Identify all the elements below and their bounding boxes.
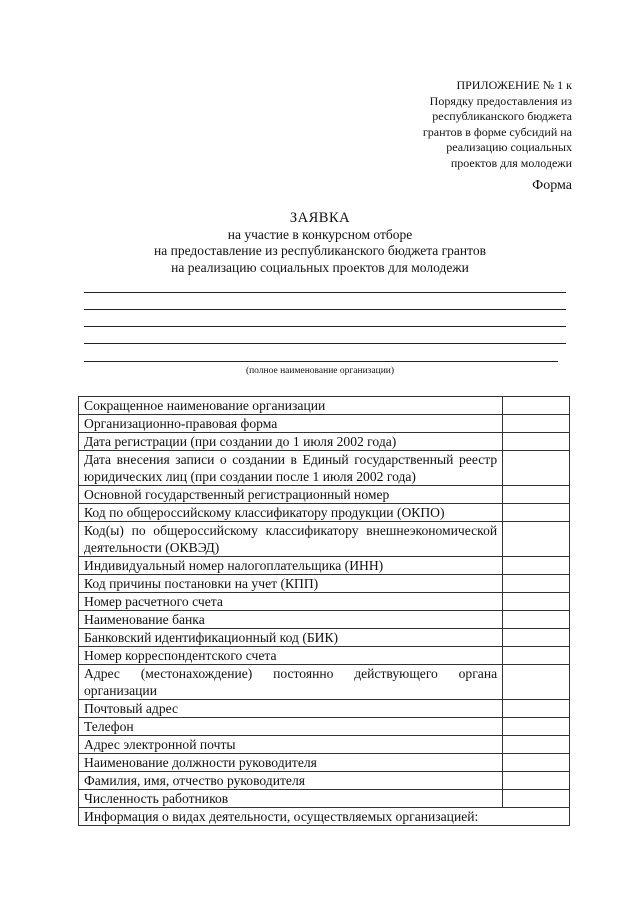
table-row: [79, 451, 570, 486]
table-row: [79, 557, 570, 575]
table-row: [79, 629, 570, 647]
field-value-cell[interactable]: [503, 522, 570, 557]
field-label: Номер корреспондентского счета: [79, 647, 503, 665]
table-row: [79, 611, 570, 629]
table-row: [79, 790, 570, 808]
heading-line: на реализацию социальных проектов для молодежи: [171, 259, 469, 275]
table-row: [79, 504, 570, 522]
field-value-cell[interactable]: [503, 397, 570, 415]
field-value-cell[interactable]: [503, 629, 570, 647]
heading-line: на предоставление из республиканского бюджета грантов: [154, 243, 486, 258]
field-label: Код по общероссийскому классификатору продукции (ОКПО): [79, 504, 503, 522]
field-value-cell[interactable]: [503, 611, 570, 629]
field-label: Индивидуальный номер налогоплательщика (ИНН): [79, 557, 503, 575]
field-value-cell[interactable]: [503, 665, 570, 700]
field-value-cell[interactable]: [503, 451, 570, 486]
organization-info-table: [78, 396, 570, 826]
table-row: [79, 736, 570, 754]
field-value-cell[interactable]: [503, 754, 570, 772]
field-label: Адрес электронной почты: [79, 736, 503, 754]
org-name-line[interactable]: [84, 343, 566, 344]
table-row: [79, 397, 570, 415]
appendix-line: республиканского бюджета: [432, 109, 572, 124]
field-label: Номер расчетного счета: [79, 593, 503, 611]
table-row: [79, 700, 570, 718]
field-label: Код(ы) по общероссийскому классификатору внешнеэкономической деятельности (ОКВЭД): [79, 522, 503, 557]
field-value-cell[interactable]: [503, 557, 570, 575]
appendix-reference: [332, 78, 572, 172]
appendix-line: Порядку предоставления из: [429, 93, 572, 108]
org-name-line[interactable]: [84, 292, 566, 293]
field-value-cell[interactable]: [503, 486, 570, 504]
heading-line: на участие в конкурсном отборе: [227, 226, 413, 242]
field-label: Фамилия, имя, отчество руководителя: [79, 772, 503, 790]
table-row: [79, 754, 570, 772]
field-value-cell[interactable]: [503, 647, 570, 665]
field-value-cell[interactable]: [503, 790, 570, 808]
appendix-line: проектов для молодежи: [450, 155, 572, 170]
field-value-cell[interactable]: [503, 504, 570, 522]
field-label: Банковский идентификационный код (БИК): [79, 629, 503, 647]
table-row: [79, 575, 570, 593]
table-row: [79, 486, 570, 504]
table-row: [79, 772, 570, 790]
field-value-cell[interactable]: [503, 433, 570, 451]
field-value-cell[interactable]: [503, 718, 570, 736]
field-label: Дата внесения записи о создании в Единый государственный реестр юридических лиц (при создании после 1 июля 2002 года): [79, 451, 503, 486]
table-row: [79, 522, 570, 557]
document-heading: [0, 210, 640, 276]
org-name-caption: (полное наименование организации): [245, 366, 395, 376]
field-label: Почтовый адрес: [79, 700, 503, 718]
appendix-line: реализацию социальных: [446, 140, 572, 155]
org-name-line[interactable]: [84, 326, 566, 327]
field-label: Организационно-правовая форма: [79, 415, 503, 433]
field-label: Дата регистрации (при создании до 1 июля 2002 года): [79, 433, 503, 451]
form-label: Форма: [532, 178, 572, 193]
table-row: [79, 433, 570, 451]
field-label: Наименование должности руководителя: [79, 754, 503, 772]
table-row: [79, 593, 570, 611]
table-row: [79, 665, 570, 700]
org-name-line[interactable]: [84, 361, 558, 362]
field-value-cell[interactable]: [503, 736, 570, 754]
field-label: Код причины постановки на учет (КПП): [79, 575, 503, 593]
field-label: Наименование банка: [79, 611, 503, 629]
activities-label: Информация о видах деятельности, осуществляемых организацией:: [79, 808, 570, 826]
table-row: [79, 718, 570, 736]
field-label: Адрес (местонахождение) постоянно действующего органа организации: [79, 665, 503, 700]
document-title: ЗАЯВКА: [289, 210, 351, 226]
table-row: [79, 808, 570, 826]
field-label: Сокращенное наименование организации: [79, 397, 503, 415]
field-value-cell[interactable]: [503, 575, 570, 593]
field-value-cell[interactable]: [503, 415, 570, 433]
field-value-cell[interactable]: [503, 772, 570, 790]
field-label: Численность работников: [79, 790, 503, 808]
org-name-line[interactable]: [84, 309, 566, 310]
table-row: [79, 415, 570, 433]
field-value-cell[interactable]: [503, 593, 570, 611]
field-label: Телефон: [79, 718, 503, 736]
appendix-line: грантов в форме субсидий на: [422, 124, 572, 139]
table-row: [79, 647, 570, 665]
field-value-cell[interactable]: [503, 700, 570, 718]
field-label: Основной государственный регистрационный номер: [79, 486, 503, 504]
appendix-line: ПРИЛОЖЕНИЕ № 1 к: [456, 78, 572, 92]
